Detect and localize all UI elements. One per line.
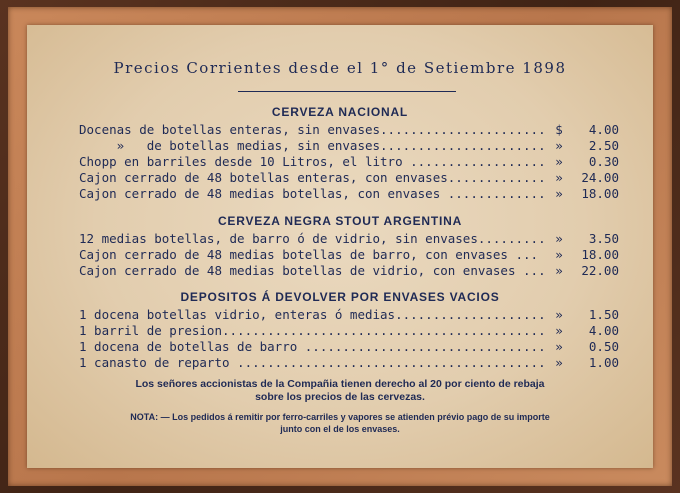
price-row xyxy=(79,355,619,371)
row-currency-mark: » xyxy=(555,339,563,354)
row-description: 12 medias botellas, de barro ó de vidrio, sin envases......... xyxy=(79,231,546,246)
page-title: Precios Corrientes desde el 1° de Setiembre 1898 xyxy=(113,59,567,77)
row-price: 18.00 xyxy=(581,186,619,201)
shipping-note-line-1: NOTA: — Los pedidos á remitir por ferro-carriles y vapores se atienden prévio pago de su importe xyxy=(130,412,550,422)
shareholder-note-line-2: sobre los precios de las cervezas. xyxy=(255,391,425,403)
row-description: Chopp en barriles desde 10 Litros, el litro .................. xyxy=(79,154,546,169)
row-description: » de botellas medias, sin envases...................... xyxy=(79,138,546,153)
row-price: 22.00 xyxy=(581,263,619,278)
row-currency-mark: » xyxy=(555,323,563,338)
title-rule xyxy=(238,91,456,92)
price-row xyxy=(79,231,619,247)
row-price: 1.50 xyxy=(588,307,619,322)
price-row xyxy=(79,122,619,138)
price-row xyxy=(79,154,619,170)
price-row xyxy=(79,186,619,202)
row-currency-mark: » xyxy=(555,247,563,262)
row-price: 1.00 xyxy=(588,355,619,370)
price-row xyxy=(79,263,619,279)
price-row xyxy=(79,307,619,323)
row-currency-mark: $ xyxy=(555,122,563,137)
row-price: 0.30 xyxy=(588,154,619,169)
row-description: Docenas de botellas enteras, sin envases...................... xyxy=(79,122,546,137)
shipping-note-line-2: junto con el de los envases. xyxy=(280,424,400,434)
price-row xyxy=(79,323,619,339)
section-heading-depositos: DEPOSITOS Á DEVOLVER POR ENVASES VACIOS xyxy=(180,290,500,304)
row-currency-mark: » xyxy=(555,186,563,201)
row-currency-mark: » xyxy=(555,138,563,153)
row-currency-mark: » xyxy=(555,231,563,246)
row-currency-mark: » xyxy=(555,170,563,185)
row-price: 4.00 xyxy=(588,323,619,338)
section-heading-cerveza-negra: CERVEZA NEGRA STOUT ARGENTINA xyxy=(217,214,463,228)
row-currency-mark: » xyxy=(555,263,563,278)
row-currency-mark: » xyxy=(555,307,563,322)
row-description: Cajon cerrado de 48 medias botellas de barro, con envases ... xyxy=(79,247,539,262)
price-row xyxy=(79,138,619,154)
row-description: Cajon cerrado de 48 medias botellas de vidrio, con envases ... xyxy=(79,263,546,278)
row-description: 1 barril de presion........................................... xyxy=(79,323,546,338)
row-price: 18.00 xyxy=(581,247,619,262)
row-price: 3.50 xyxy=(588,231,619,246)
row-price: 4.00 xyxy=(588,122,619,137)
row-description: 1 docena de botellas de barro ................................ xyxy=(79,339,546,354)
price-row xyxy=(79,339,619,355)
row-description: Cajon cerrado de 48 medias botellas, con envases ............. xyxy=(79,186,546,201)
row-description: 1 canasto de reparto ......................................... xyxy=(79,355,546,370)
price-row xyxy=(79,170,619,186)
row-price: 0.50 xyxy=(588,339,619,354)
row-price: 24.00 xyxy=(581,170,619,185)
row-price: 2.50 xyxy=(588,138,619,153)
row-currency-mark: » xyxy=(555,154,563,169)
row-currency-mark: » xyxy=(555,355,563,370)
price-row xyxy=(79,247,619,263)
price-list-card xyxy=(27,25,653,468)
row-description: 1 docena botellas vidrio, enteras ó medias.................... xyxy=(79,307,546,322)
row-description: Cajon cerrado de 48 botellas enteras, con envases............. xyxy=(79,170,546,185)
section-heading-cerveza-nacional: CERVEZA NACIONAL xyxy=(271,105,409,119)
shareholder-note-line-1: Los señores accionistas de la Compañia tienen derecho al 20 por ciento de rebaja xyxy=(135,378,545,390)
